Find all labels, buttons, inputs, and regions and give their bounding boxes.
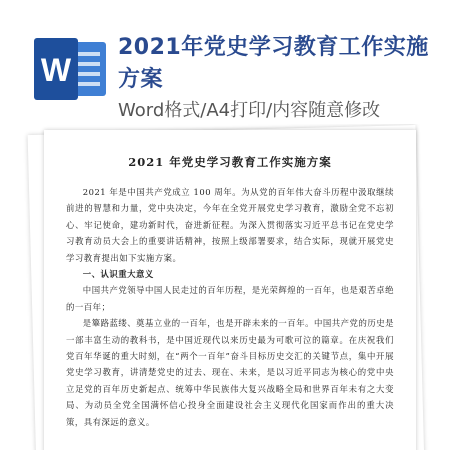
title-block (118, 32, 438, 96)
document-page (44, 130, 416, 450)
word-logo-letter: W (40, 52, 72, 88)
section-heading: 一、认识重大意义 (82, 269, 154, 280)
page-title: 2021年党史学习教育工作实施方案 (118, 35, 429, 92)
body-paragraph: 中国共产党领导中国人民走过的百年历程，是光荣辉煌的一百年，也是艰苦卓绝的一百年； (66, 285, 394, 312)
banner-header (0, 0, 450, 132)
word-logo-icon (30, 38, 110, 100)
document-title: 2021 年党史学习教育工作实施方案 (128, 155, 332, 169)
document-preview-area (0, 124, 450, 450)
body-paragraph: 是篳路蓝缕、奠基立业的一百年，也是开辟未来的一百年。中国共产党的历史是一部丰富生动的教科书，是中国近现代以来历史最为可歌可泣的篇章。在庆祝我们党百年华诞的重大时刻，在“两个一百年”奋斗目标历史交汇的关键节点，集中开展党史学习教育，讲清楚党史的过去、现在、未来，是以习近平同志为核心的党中央立足党的百年历史新起点、统筹中华民族伟大复兴战略全局和世界百年未有之大变局、为动员全党全国满怀信心投身全面建设社会主义现代化国家而作出的重大决策，具有深远的意义。 (66, 318, 394, 427)
intro-paragraph: 2021 年是中国共产党成立 100 周年。为从党的百年伟大奋斗历程中汲取继续前进的智慧和力量，党中央决定，今年在全党开展党史学习教育，激励全党不忘初心、牢记使命，建功新时代，奋进新征程。为深入贯彻落实习近平总书记在党史学习教育动员大会上的重要讲话精神，按照上级部署要求，结合实际，现就开展党史学习教育提出如下实施方案。 (66, 187, 394, 263)
format-subtitle: Word格式/A4打印/内容随意修改 (118, 100, 381, 121)
